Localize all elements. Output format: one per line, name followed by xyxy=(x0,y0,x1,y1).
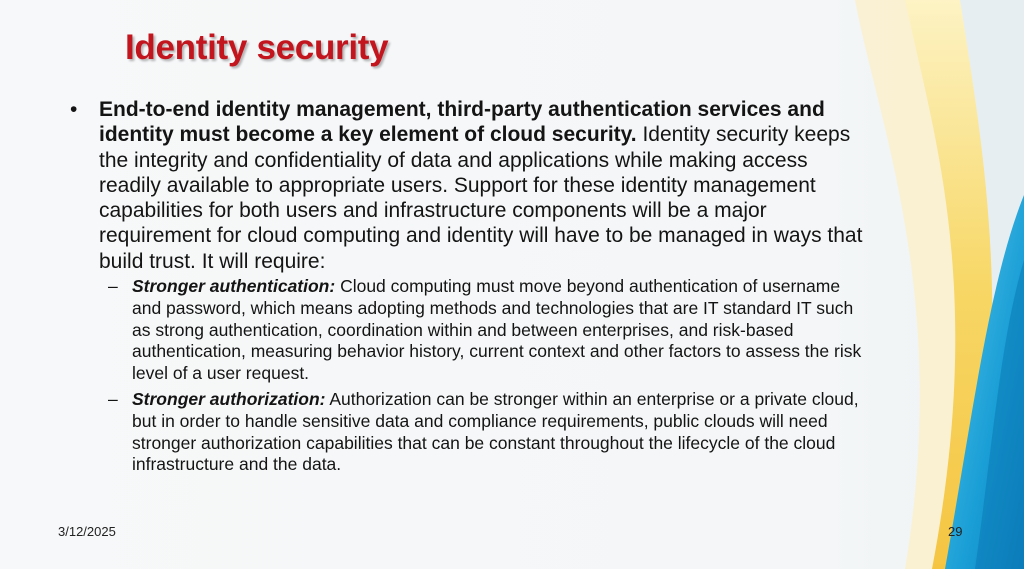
sub-bullet-lead: Stronger authentication: xyxy=(132,276,336,297)
dash-marker: – xyxy=(108,389,118,410)
bullet-body-text: Identity security keeps the integrity and confidentiality of data and applications while making access readily available to appropriate users. Support for these identity management capabilities for both users and infrastructure components will be a major requirement for cloud computing and identity will have to be managed in ways that build trust. It will require: xyxy=(99,123,863,273)
bullet-lead-text: End-to-end identity management, third-party authentication services and identity must become a key element of cloud security. xyxy=(99,98,825,147)
footer-date: 3/12/2025 xyxy=(58,524,116,539)
slide-title: Identity security xyxy=(125,28,389,67)
sub-bullet-body: Authorization can be stronger within an enterprise or a private cloud, but in order to handle sensitive data and compliance requirements, public clouds will need stronger authorization capabilities that can be constant throughout the lifecycle of the cloud infrastructure and the data. xyxy=(132,389,859,475)
page-number: 29 xyxy=(948,524,963,539)
sub-bullet-authorization xyxy=(70,389,870,476)
dash-marker: – xyxy=(108,276,118,297)
bullet-dot: • xyxy=(70,98,78,121)
sub-bullet-lead: Stronger authorization: xyxy=(132,389,326,410)
sub-bullet-body: Cloud computing must move beyond authentication of username and password, which means adopting methods and technologies that are IT standard IT such as strong authentication, coordination within and between enterprises, and risk-based authentication, measuring behavior history, current context and other factors to assess the risk level of a user request. xyxy=(132,276,862,384)
main-bullet xyxy=(70,97,870,274)
sub-bullet-list xyxy=(70,276,870,476)
sub-bullet-authentication xyxy=(70,276,870,385)
content-area xyxy=(70,97,870,480)
